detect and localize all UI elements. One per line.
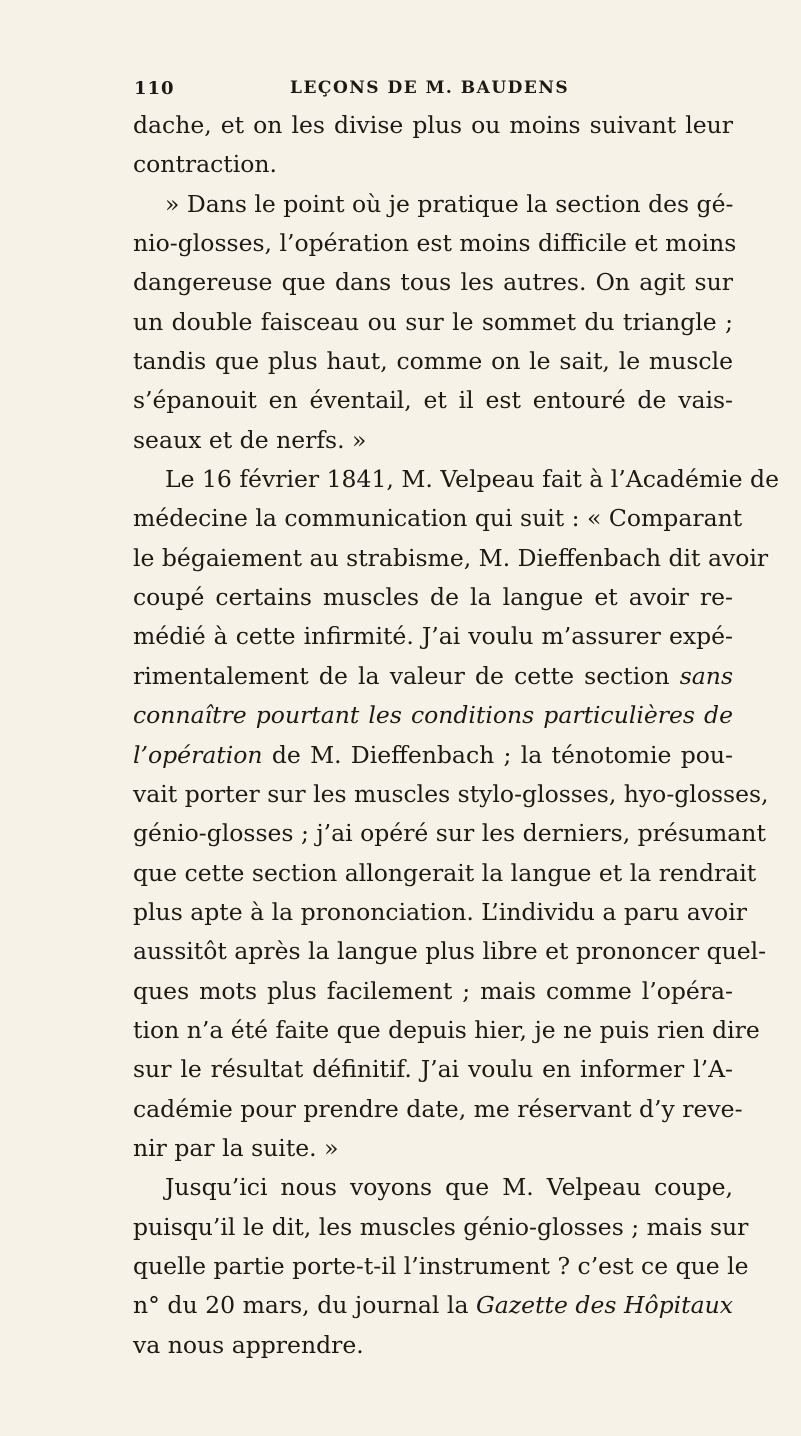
line-text: quelle partie porte-t-il l’instrument ? c’est ce que le <box>133 1251 749 1280</box>
line-text: plus apte à la prononciation. L’individu a paru avoir <box>133 897 747 926</box>
text-line <box>133 854 757 893</box>
text-line <box>133 1326 733 1365</box>
text-line <box>133 1168 733 1207</box>
line-text: Le 16 février 1841, M. Velpeau fait à l’Académie de <box>165 465 779 494</box>
line-text: coupé certains muscles de la langue et avoir re- <box>133 583 733 612</box>
text-line <box>133 185 733 224</box>
line-text: génio-glosses ; j’ai opéré sur les derniers, présumant <box>133 819 766 848</box>
line-text: tion n’a été faite que depuis hier, je ne puis rien dire <box>133 1015 760 1044</box>
text-line <box>133 1208 749 1247</box>
text-line <box>133 499 743 538</box>
line-text: ques mots plus facilement ; mais comme l’opéra- <box>133 976 733 1005</box>
text-line <box>133 1286 733 1325</box>
line-text: » Dans le point où je pratique la section des gé- <box>165 189 734 218</box>
text-line <box>133 106 733 145</box>
line-text: vait porter sur les muscles stylo-glosses, hyo-glosses, <box>133 779 769 808</box>
text-line <box>133 1090 743 1129</box>
line-text: un double faisceau ou sur le sommet du triangle ; <box>133 307 733 336</box>
line-text: contraction. <box>133 150 278 179</box>
text-line <box>133 617 733 656</box>
text-line <box>133 1129 733 1168</box>
text-line <box>133 224 737 263</box>
text-line <box>133 736 733 775</box>
italic-span: Gazette des Hôpitaux <box>476 1291 734 1320</box>
text-line <box>133 421 733 460</box>
line-text: s’épanouit en éventail, et il est entouré de vais- <box>133 386 733 415</box>
text-line <box>133 381 733 420</box>
line-text: aussitôt après la langue plus libre et prononcer quel- <box>133 937 767 966</box>
line-text: médié à cette infirmité. J’ai voulu m’assurer expé- <box>133 622 733 651</box>
line-text: cadémie pour prendre date, me réservant d’y reve- <box>133 1094 743 1123</box>
text-line <box>133 972 733 1011</box>
line-text: puisqu’il le dit, les muscles génio-glosses ; mais sur <box>133 1212 749 1241</box>
line-text: dache, et on les divise plus ou moins suivant leur <box>133 111 733 139</box>
text-line <box>133 578 733 617</box>
line-text: n° du 20 mars, du journal la <box>133 1291 476 1320</box>
text-line <box>133 303 733 342</box>
text-line <box>133 814 766 853</box>
page-number: 110 <box>134 78 175 99</box>
line-text: rimentalement de la valeur de cette section <box>133 661 680 690</box>
text-line <box>133 696 733 735</box>
text-line <box>133 893 747 932</box>
text-line <box>133 1011 760 1050</box>
italic-span: l’opération <box>133 740 263 769</box>
running-head <box>134 70 734 100</box>
line-text: le bégaiement au strabisme, M. Dieffenbach dit avoir <box>133 543 769 572</box>
text-line <box>133 263 733 302</box>
text-line <box>133 460 779 499</box>
text-line <box>133 932 767 971</box>
text-line <box>133 539 769 578</box>
line-text: que cette section allongerait la langue et la rendrait <box>133 858 757 887</box>
line-text: va nous apprendre. <box>133 1330 364 1359</box>
text-line <box>133 342 733 381</box>
text-line <box>133 657 733 696</box>
line-text: seaux et de nerfs. » <box>133 425 367 454</box>
line-text: nio-glosses, l’opération est moins difficile et moins <box>133 229 737 258</box>
line-text: dangereuse que dans tous les autres. On agit sur <box>133 268 733 297</box>
line-text: nir par la suite. » <box>133 1133 339 1162</box>
line-text: médecine la communication qui suit : « Comparant <box>133 504 743 533</box>
line-text: tandis que plus haut, comme on le sait, le muscle <box>133 347 733 376</box>
line-text: de M. Dieffenbach ; la ténotomie pou- <box>262 740 733 769</box>
body-text <box>133 106 779 1365</box>
text-line <box>133 1050 733 1089</box>
text-line <box>133 775 769 814</box>
line-text: Jusqu’ici nous voyons que M. Velpeau coupe, <box>165 1173 733 1202</box>
text-line <box>133 1247 749 1286</box>
running-head-title: LEÇONS DE M. BAUDENS <box>290 78 570 98</box>
text-line <box>133 145 733 184</box>
italic-span: sans <box>679 661 733 690</box>
line-text: sur le résultat définitif. J’ai voulu en informer l’A- <box>133 1055 733 1084</box>
italic-span: connaître pourtant les conditions particulières de <box>133 701 733 730</box>
